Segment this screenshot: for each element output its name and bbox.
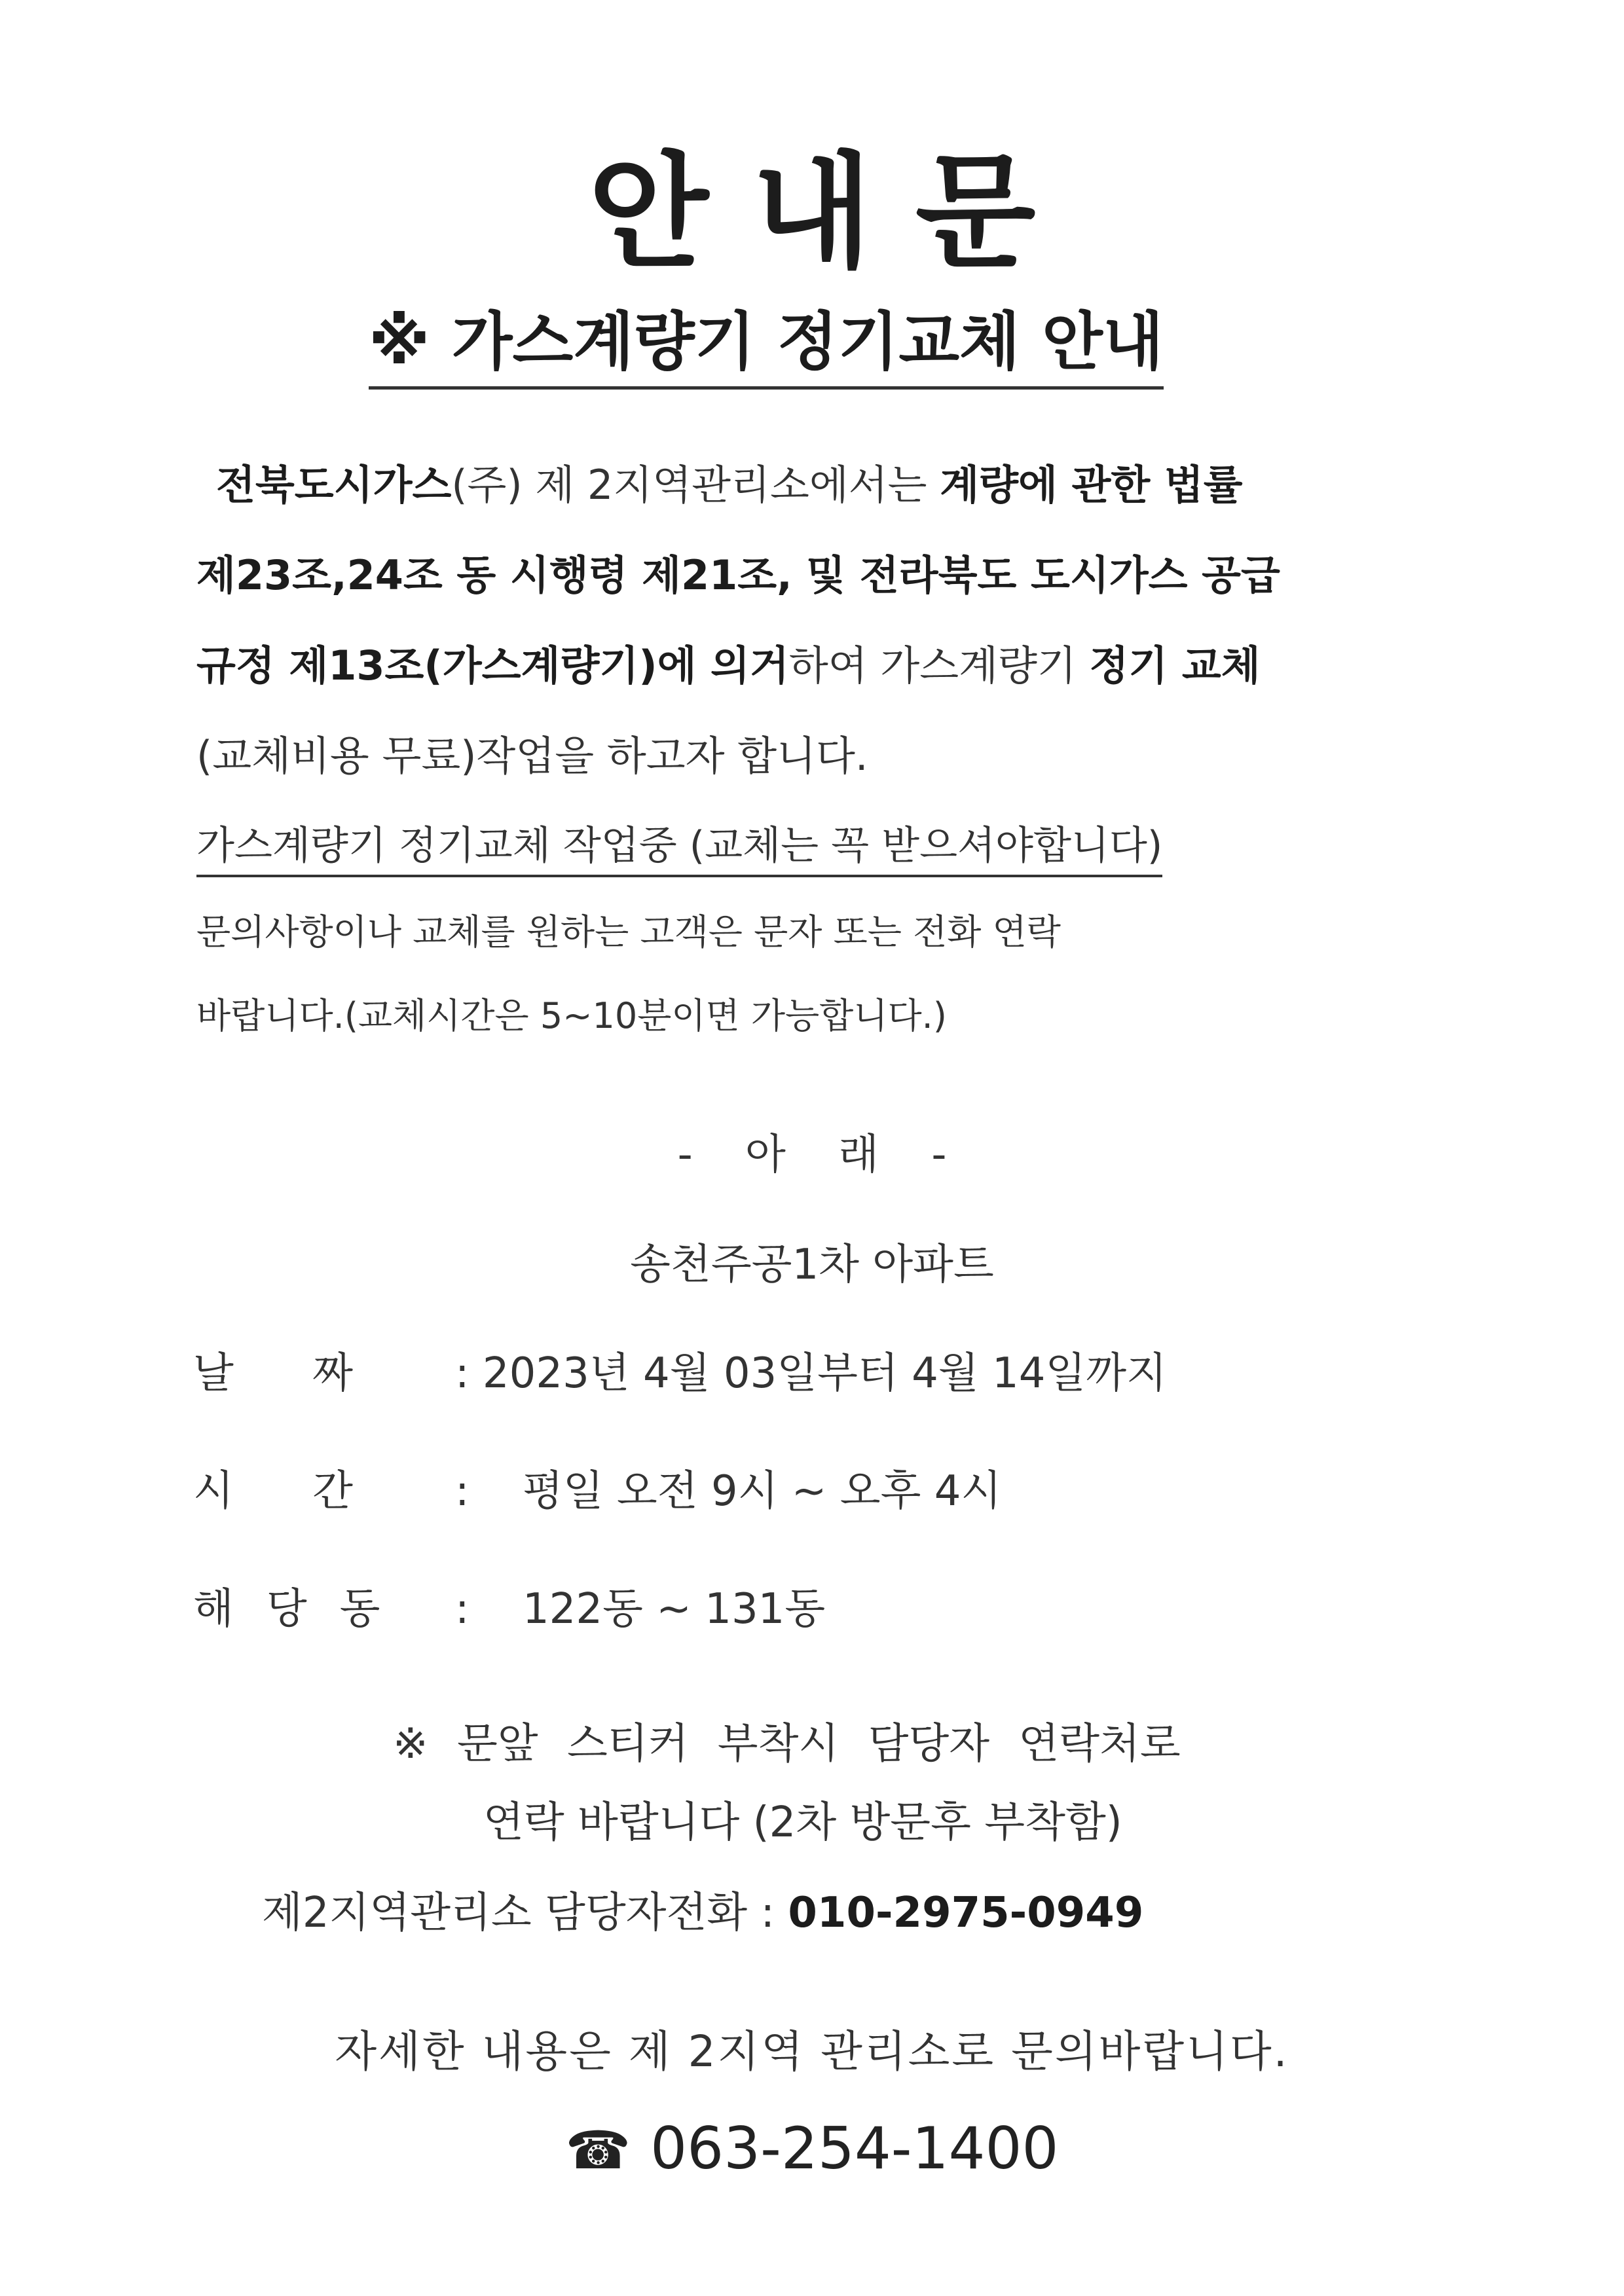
body-paragraph-line-2 <box>196 551 1280 600</box>
detail-value: 2023년 4월 03일부터 4월 14일까지 <box>482 1349 1167 1398</box>
office-phone-line <box>0 2115 1624 2182</box>
below-heading: - 아 래 - <box>677 1131 947 1179</box>
contact-label: 제2지역관리소 담당자전화 : <box>262 1889 788 1937</box>
contact-line <box>262 1879 1143 1939</box>
regulation-reference: 규정 제13조(가스계량기)에 의거 <box>196 642 789 689</box>
detail-value: 122동 ~ 131동 <box>522 1585 826 1633</box>
sticker-notice-line-1: ※ 문앞 스티커 부착시 담당자 연락처로 <box>393 1720 1181 1768</box>
page-title: 안 내 문 <box>588 140 1036 285</box>
body-text: (주) 제 2지역관리소에서는 <box>451 461 940 509</box>
office-phone-number: 063-254-1400 <box>650 2115 1059 2182</box>
detail-label: 시 간 <box>193 1467 386 1516</box>
work-notice: 가스계량기 정기교체 작업중 (교체는 꼭 받으셔야합니다) <box>196 822 1162 877</box>
apartment-name: 송천주공1차 아파트 <box>630 1241 994 1289</box>
body-paragraph-line-4: (교체비용 무료)작업을 하고자 합니다. <box>196 732 868 780</box>
document-subtitle: ※ 가스계량기 정기교체 안내 <box>369 308 1164 390</box>
body-paragraph-line-3 <box>196 642 1261 690</box>
detail-colon: : <box>455 1467 523 1516</box>
detail-value: 평일 오전 9시 ~ 오후 4시 <box>522 1467 1002 1516</box>
detail-label: 해당동 <box>193 1585 413 1633</box>
law-name: 계량에 관한 법률 <box>940 461 1243 509</box>
telephone-icon: ☎ <box>565 2120 631 2181</box>
body-paragraph-line-1 <box>216 461 1243 509</box>
detail-time <box>193 1467 1001 1517</box>
inquiry-line-1: 문의사항이나 교체를 원하는 고객은 문자 또는 전화 연락 <box>196 911 1061 953</box>
periodic-replacement: 정기 교체 <box>1089 642 1261 689</box>
detail-colon: : <box>455 1585 523 1633</box>
law-articles: 제23조,24조 동 시행령 제21조, 및 전라북도 도시가스 공급 <box>196 551 1280 599</box>
inquiry-line-2: 바랍니다.(교체시간은 5~10분이면 가능합니다.) <box>196 995 947 1036</box>
footer-text: 자세한 내용은 제 2지역 관리소로 문의바랍니다. <box>335 2026 1289 2077</box>
detail-buildings <box>193 1584 825 1635</box>
contact-phone: 010-2975-0949 <box>788 1889 1144 1937</box>
detail-colon: : <box>455 1349 483 1398</box>
company-name: 전북도시가스 <box>216 461 452 509</box>
detail-date <box>193 1349 1167 1399</box>
detail-label: 날 짜 <box>193 1349 386 1398</box>
body-text: 하여 가스계량기 <box>788 642 1090 689</box>
sticker-notice-line-2: 연락 바랍니다 (2차 방문후 부착함) <box>483 1798 1122 1847</box>
